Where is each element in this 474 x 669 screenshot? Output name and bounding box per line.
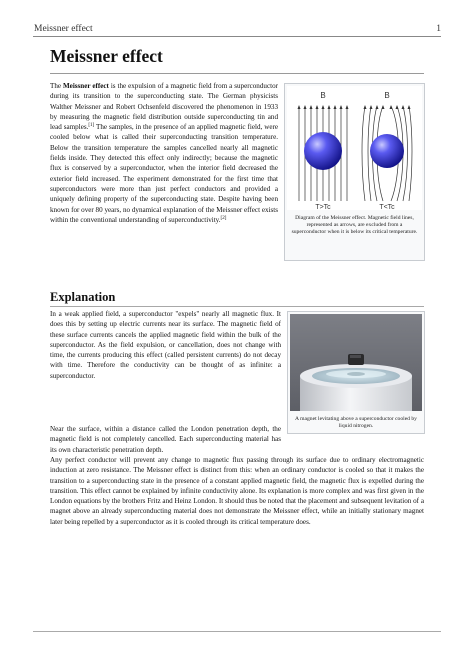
- levitating-magnet-figure: [287, 311, 425, 434]
- intro-text-b: The samples, in the presence of an applied magnetic field, were cooled below what is called their superconducting transition temperature. Below the transition temperature the samples cancelled nearly all magnetic fields inside. They detected this effect only indirectly; because the magnetic flux is conserved by a superconductor, when the interior field decreased the exterior field increased. The experiment demonstrated for the first time that superconductors were more than just perfect conductors and provided a uniquely defining property of the superconducting state. Despite having been known for over 80 years, no dynamical explanation of the Meissner effect exists within the conventional understanding of superconductivity.: [50, 123, 278, 224]
- citation-link-1[interactable]: [1]: [88, 123, 95, 129]
- temp-label-right: T<Tc: [379, 204, 395, 210]
- explanation-paragraph-1: In a weak applied field, a superconductor "expels" nearly all magnetic flux. It does this by setting up electric currents near its surface. The magnetic field of these surface currents cancels the applied magnetic field within the bulk of the superconductor. As the field expulsion, or cancellation, does not change with time, the currents producing this effect (called persistent currents) do not decay with time. Therefore the conductivity can be thought of as infinite: a superconductor.: [50, 310, 281, 380]
- running-header: [0, 0, 474, 44]
- field-label-right: B: [384, 91, 390, 100]
- section-rule: [50, 306, 424, 307]
- intro-paragraph: [50, 81, 278, 225]
- article-title: Meissner effect: [50, 46, 163, 66]
- header-rule: [33, 36, 441, 37]
- temp-label-left: T>Tc: [315, 204, 331, 210]
- intro-bold-term: Meissner effect: [62, 82, 109, 90]
- meissner-diagram-image: [287, 86, 422, 210]
- field-label-left: B: [320, 91, 326, 100]
- intro-text-start: The: [50, 82, 63, 90]
- figure2-caption: A magnet levitating above a superconductor cooled by liquid nitrogen.: [295, 416, 417, 430]
- footer-rule: [33, 631, 441, 632]
- section-heading-explanation: Explanation: [50, 290, 116, 304]
- intro-text-a: is the expulsion of a magnetic field from a superconductor during its transition to the superconducting state. The German physicists Walther Meissner and Robert Ochsenfeld discovered the phenomenon in 1933 by measuring the magnetic field distribution outside superconducting tin and lead samples.: [50, 82, 278, 132]
- title-rule: [50, 73, 424, 74]
- superconductor-sphere-right: [370, 134, 404, 168]
- superconductor-sphere-left: [304, 132, 342, 170]
- levitating-magnet-photo: [290, 314, 422, 411]
- running-title: Meissner effect: [34, 24, 93, 34]
- figure1-caption: Diagram of the Meissner effect. Magnetic field lines, represented as arrows, are excluded from a superconductor when it is below its critical temperature.: [291, 215, 418, 236]
- citation-link-2[interactable]: [2]: [220, 215, 227, 221]
- explanation-paragraph-3: Any perfect conductor will prevent any change to magnetic flux passing through its surface due to ordinary electromagnetic induction at zero resistance. The Meissner effect is distinct from this: when an ordinary conductor is cooled so that it makes the transition to a superconducting state in the presence of a constant applied magnetic field, the magnetic flux is expelled during the transition. This effect cannot be explained by infinite conductivity alone. Its explanation is more complex and was first given in the London equations by the brothers Fritz and Heinz London. It should thus be noted that the placement and subsequent levitation of a magnet above an already superconducting material does not demonstrate the Meissner effect, while an initially stationary magnet later being repelled by a superconductor as it is cooled through its critical temperature does.: [50, 456, 424, 526]
- meissner-diagram-figure: [284, 83, 425, 261]
- explanation-paragraph-2: Near the surface, within a distance called the London penetration depth, the magnetic field is not completely cancelled. Each superconducting material has its own characteristic penetration depth.: [50, 425, 281, 454]
- page-number: 1: [436, 24, 441, 34]
